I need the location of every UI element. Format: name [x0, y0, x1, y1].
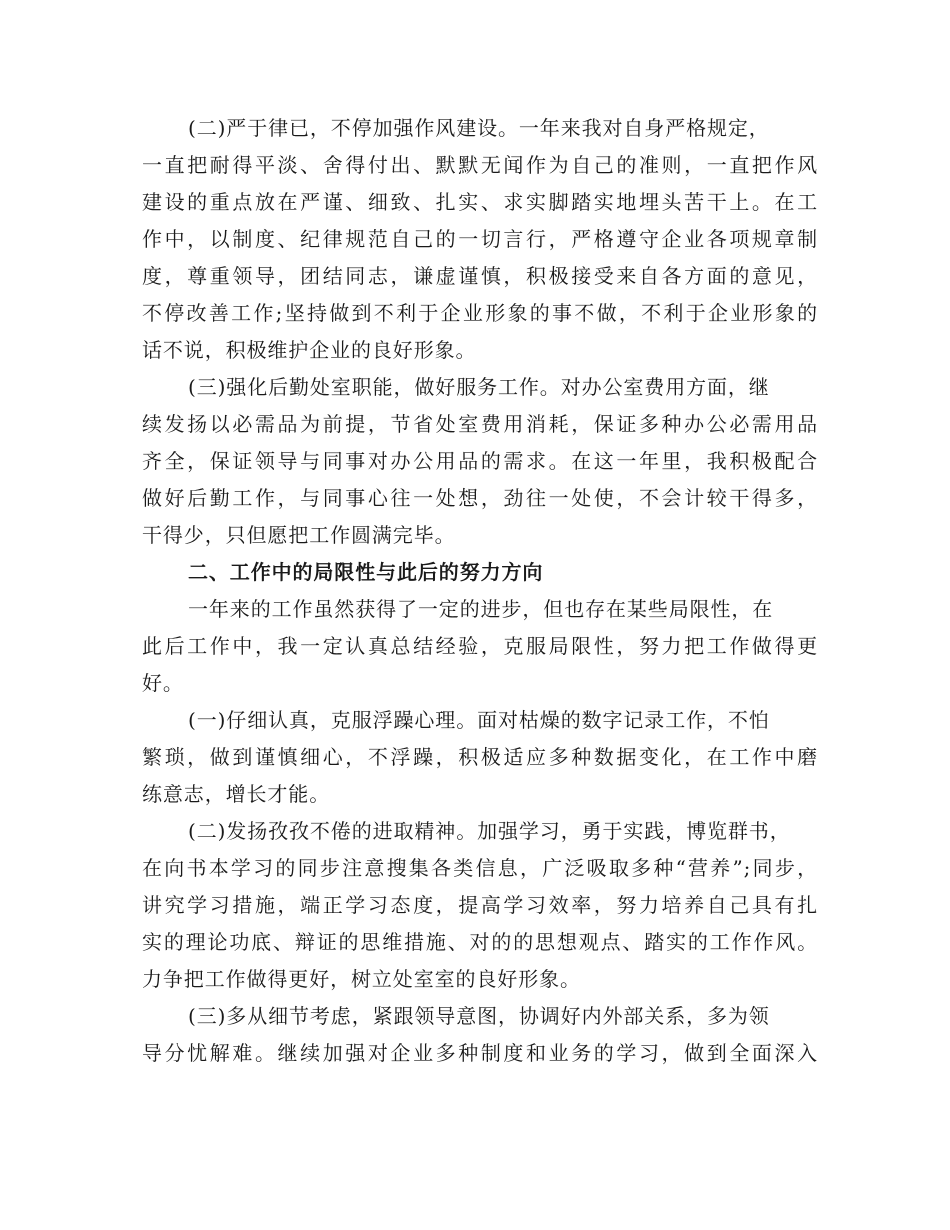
- paragraph-line: (一)仔细认真，克服浮躁心理。面对枯燥的数字记录工作，不怕: [188, 708, 770, 732]
- paragraph-line: 干得少，只但愿把工作圆满完毕。: [142, 523, 456, 547]
- paragraph-line: 话不说，积极维护企业的良好形象。: [142, 338, 477, 362]
- paragraph-line: 在向书本学习的同步注意搜集各类信息，广泛吸取多种“营养”;同步，: [142, 856, 818, 880]
- paragraph-line: 繁琐，做到谨慎细心，不浮躁，积极适应多种数据变化，在工作中磨: [142, 745, 818, 769]
- paragraph-line: 一年来的工作虽然获得了一定的进步，但也存在某些局限性，在: [188, 597, 774, 621]
- document-body: [142, 110, 818, 1072]
- paragraph-line: 导分忧解难。继续加强对企业多种制度和业务的学习，做到全面深入: [142, 1041, 818, 1065]
- paragraph-line: 讲究学习措施，端正学习态度，提高学习效率，努力培养自己具有扎: [142, 893, 818, 917]
- paragraph-line: 齐全，保证领导与同事对办公用品的需求。在这一年里，我积极配合: [142, 449, 818, 473]
- paragraph-line: (二)严于律已，不停加强作风建设。一年来我对自身严格规定，: [188, 116, 770, 140]
- paragraph-line: 好。: [142, 671, 184, 695]
- paragraph-line: (二)发扬孜孜不倦的进取精神。加强学习，勇于实践，博览群书，: [188, 819, 791, 843]
- paragraph-line: (三)强化后勤处室职能，做好服务工作。对办公室费用方面，继: [188, 375, 770, 399]
- paragraph-line: 度，尊重领导，团结同志，谦虚谨慎，积极接受来自各方面的意见，: [142, 264, 818, 288]
- section-heading: 二、工作中的局限性与此后的努力方向: [188, 560, 544, 584]
- paragraph-line: 一直把耐得平淡、舍得付出、默默无闻作为自己的准则，一直把作风: [142, 153, 818, 177]
- paragraph-line: 力争把工作做得更好，树立处室室的良好形象。: [142, 967, 581, 991]
- paragraph-line: 作中，以制度、纪律规范自己的一切言行，严格遵守企业各项规章制: [142, 227, 818, 251]
- paragraph-line: 续发扬以必需品为前提，节省处室费用消耗，保证多种办公必需用品: [142, 412, 818, 436]
- paragraph-line: 做好后勤工作，与同事心往一处想，劲往一处使，不会计较干得多，: [142, 486, 818, 510]
- paragraph-line: 建设的重点放在严谨、细致、扎实、求实脚踏实地埋头苦干上。在工: [142, 190, 818, 214]
- paragraph-line: 练意志，增长才能。: [142, 782, 331, 806]
- paragraph-line: 此后工作中，我一定认真总结经验，克服局限性，努力把工作做得更: [142, 634, 818, 658]
- paragraph-line: (三)多从细节考虑，紧跟领导意图，协调好内外部关系，多为领: [188, 1004, 770, 1028]
- paragraph-line: 不停改善工作;坚持做到不利于企业形象的事不做，不利于企业形象的: [142, 301, 818, 325]
- paragraph-line: 实的理论功底、辩证的思维措施、对的的思想观点、踏实的工作作风。: [142, 930, 818, 954]
